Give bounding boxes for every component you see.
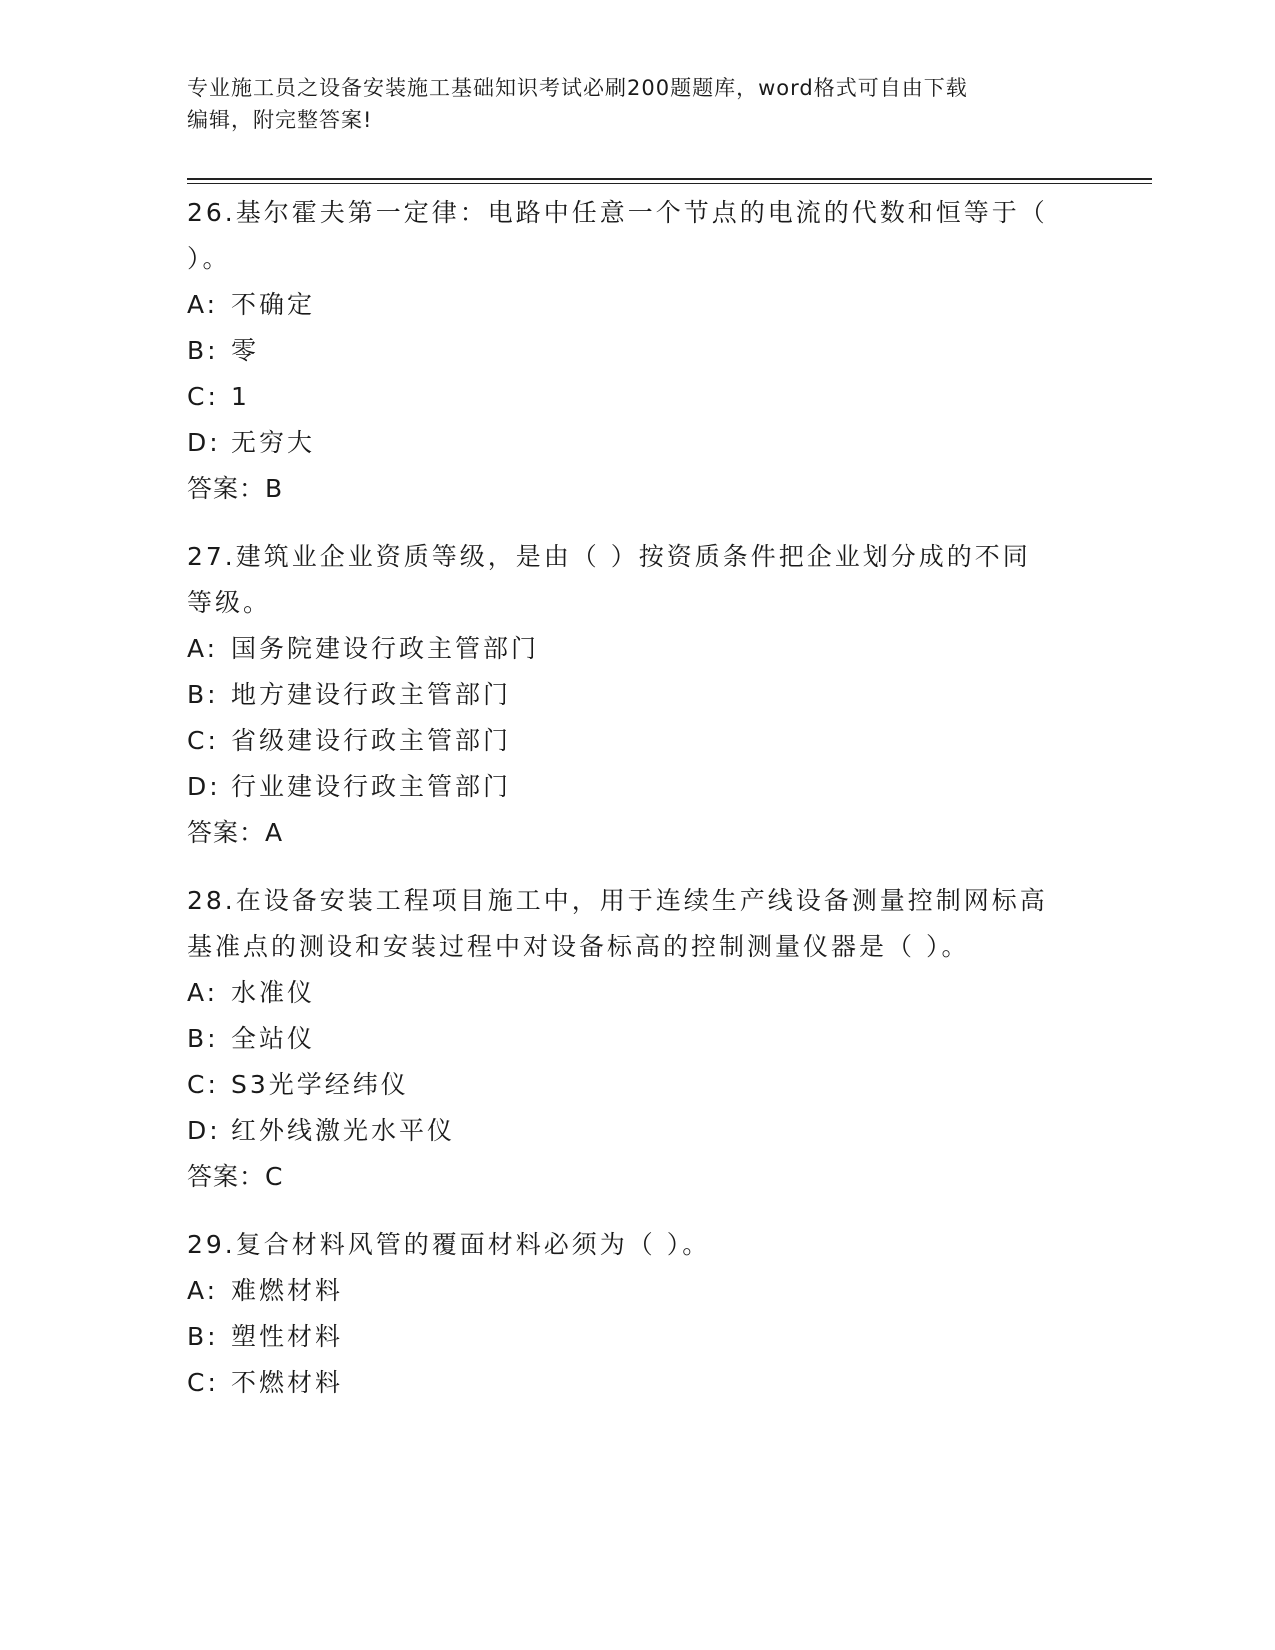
option-text: S3光学经纬仪 [231, 1070, 409, 1099]
header-divider-thick [187, 178, 1152, 180]
question-28 [187, 878, 1087, 1200]
option-b [187, 328, 1087, 374]
option-c [187, 1360, 1087, 1406]
option-letter: D: [187, 772, 221, 801]
document-header [187, 72, 1067, 136]
option-b [187, 1314, 1087, 1360]
option-text: 不确定 [231, 290, 316, 319]
answer: 答案：C [187, 1162, 284, 1191]
question-27 [187, 534, 1087, 856]
option-text: 省级建设行政主管部门 [231, 726, 512, 755]
option-text: 难燃材料 [231, 1276, 344, 1305]
option-letter: C: [187, 1070, 219, 1099]
header-line-2: 编辑，附完整答案! [187, 108, 373, 132]
question-stem: 29.复合材料风管的覆面材料必须为（ ）。 [187, 1230, 711, 1259]
question-stem: 28.在设备安装工程项目施工中，用于连续生产线设备测量控制网标高基准点的测设和安装过程中对设备标高的控制测量仪器是（ ）。 [187, 886, 1048, 961]
option-text: 不燃材料 [231, 1368, 344, 1397]
answer: 答案：A [187, 818, 284, 847]
option-c [187, 374, 1087, 420]
option-letter: C: [187, 1368, 219, 1397]
option-letter: A: [187, 290, 219, 319]
option-letter: B: [187, 1024, 219, 1053]
option-letter: B: [187, 680, 219, 709]
question-list [187, 190, 1087, 1428]
option-letter: A: [187, 1276, 219, 1305]
option-b [187, 672, 1087, 718]
option-text: 1 [231, 382, 250, 411]
option-b [187, 1016, 1087, 1062]
option-a [187, 970, 1087, 1016]
option-letter: A: [187, 634, 219, 663]
option-a [187, 626, 1087, 672]
option-letter: B: [187, 336, 219, 365]
option-d [187, 764, 1087, 810]
option-text: 红外线激光水平仪 [231, 1116, 456, 1145]
option-d [187, 1108, 1087, 1154]
option-a [187, 282, 1087, 328]
option-text: 零 [231, 336, 260, 365]
option-text: 行业建设行政主管部门 [231, 772, 512, 801]
option-c [187, 718, 1087, 764]
option-text: 地方建设行政主管部门 [231, 680, 512, 709]
option-text: 无穷大 [231, 428, 316, 457]
question-stem: 26.基尔霍夫第一定律：电路中任意一个节点的电流的代数和恒等于（ ）。 [187, 198, 1048, 273]
option-letter: C: [187, 726, 219, 755]
question-26 [187, 190, 1087, 512]
option-a [187, 1268, 1087, 1314]
header-divider-thin [187, 183, 1152, 184]
option-letter: A: [187, 978, 219, 1007]
option-letter: B: [187, 1322, 219, 1351]
option-letter: D: [187, 1116, 221, 1145]
option-text: 全站仪 [231, 1024, 316, 1053]
question-stem: 27.建筑业企业资质等级，是由（ ）按资质条件把企业划分成的不同等级。 [187, 542, 1031, 617]
option-c [187, 1062, 1087, 1108]
option-text: 国务院建设行政主管部门 [231, 634, 540, 663]
header-line-1: 专业施工员之设备安装施工基础知识考试必刷200题题库，word格式可自由下载 [187, 76, 968, 100]
answer: 答案：B [187, 474, 284, 503]
option-d [187, 420, 1087, 466]
option-text: 水准仪 [231, 978, 316, 1007]
option-text: 塑性材料 [231, 1322, 344, 1351]
question-29 [187, 1222, 1087, 1406]
option-letter: C: [187, 382, 219, 411]
option-letter: D: [187, 428, 221, 457]
